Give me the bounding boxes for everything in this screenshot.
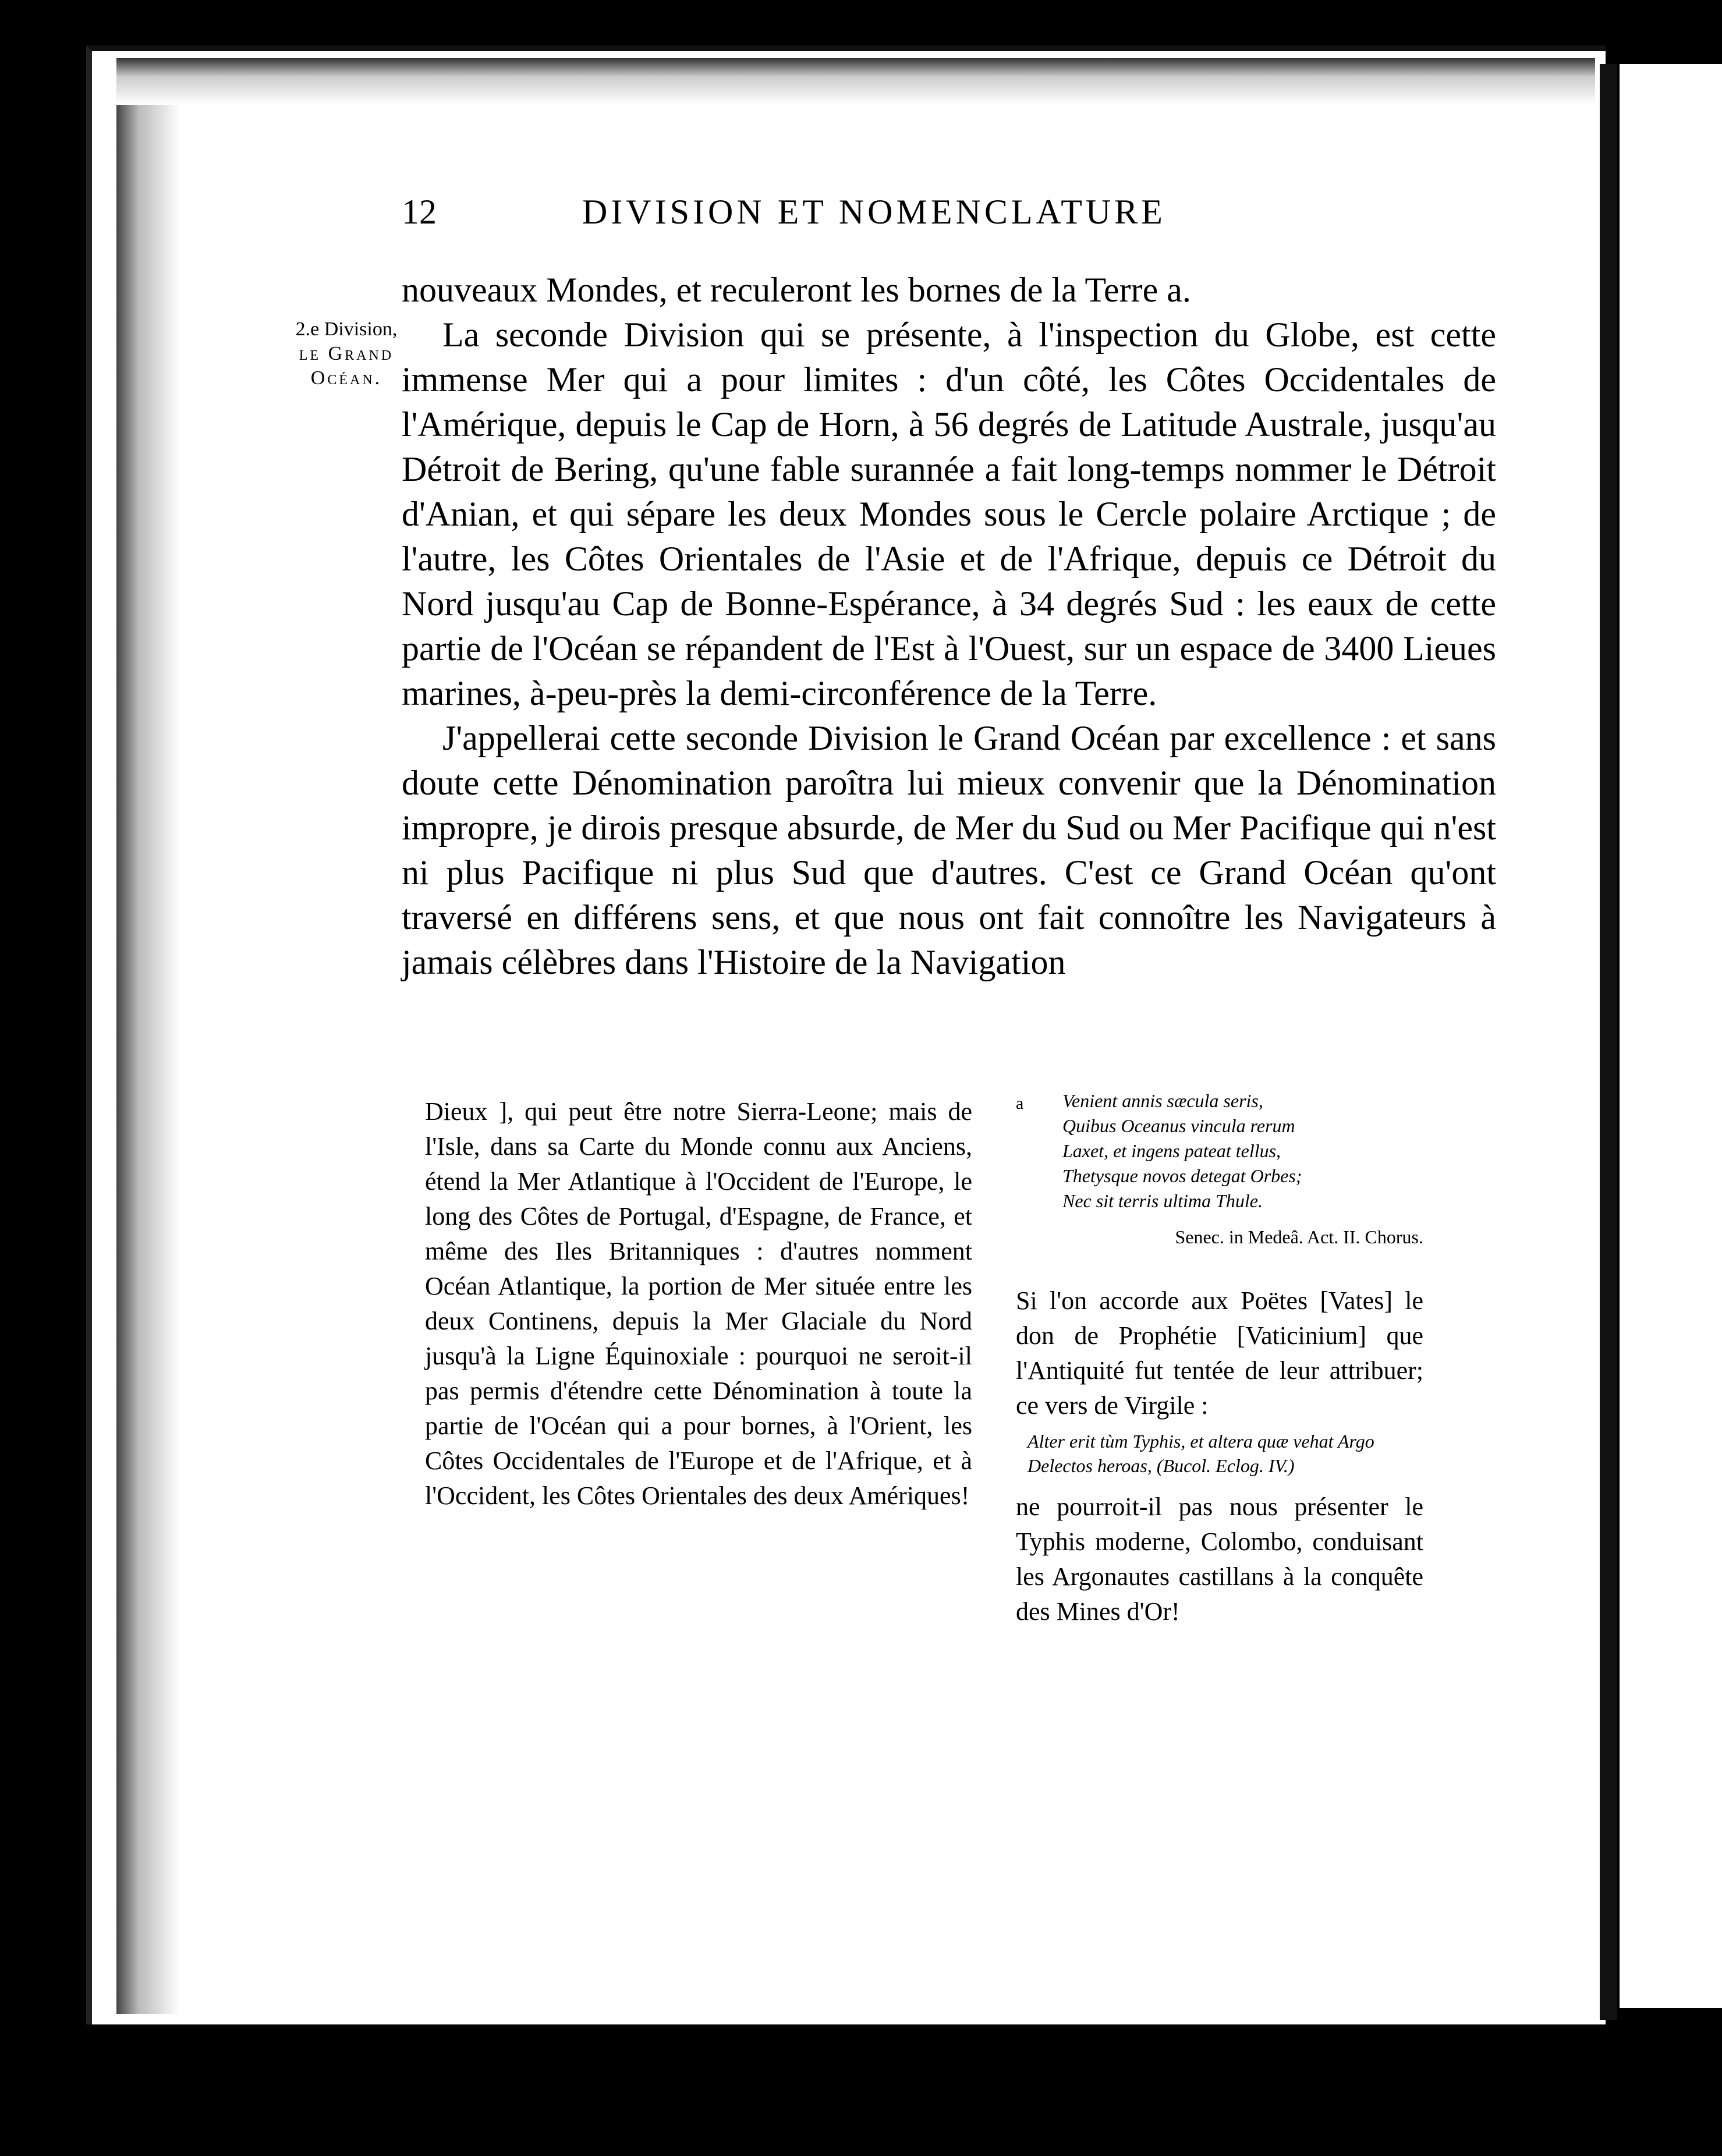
running-title: DIVISION ET NOMENCLATURE xyxy=(582,193,1166,231)
page-number: 12 xyxy=(402,193,437,231)
margin-note-line: 2.e Division, xyxy=(295,318,398,340)
facing-page-edge xyxy=(1617,64,1722,2008)
footnote-text: Dieux ], qui peut être notre Sierra-Leone; mais de l'Isle, dans sa Carte du Monde connu aux Anciens, étend la Mer Atlantique à l'Occident de l'Europe, le long des Côtes de Portugal, d'Espagne, de France, et même des Iles Britanniques : d'autres nomment Océan Atlantique, la portion de Mer située entre les deux Continens, depuis la Mer Glaciale du Nord jusqu'à la Ligne Équinoxiale : pourquoi ne seroit-il pas permis d'étendre cette Dénomination à toute la partie de l'Océan qui a pour bornes, à l'Orient, les Côtes Occidentales de l'Europe et de l'Afrique, et à l'Occident, les Côtes Orientales des deux Amériques! xyxy=(425,1097,972,1510)
verse-line: Thetysque novos detegat Orbes; xyxy=(1062,1165,1302,1186)
page-header xyxy=(402,192,1484,233)
footnote-paragraph: ne pourroit-il pas nous présenter le Typhis moderne, Colombo, conduisant les Argonautes castillans à la conquête des Mines d'Or! xyxy=(1016,1492,1423,1626)
verse-line: Quibus Oceanus vincula rerum xyxy=(1062,1115,1295,1136)
footnote-mark: a xyxy=(1016,1094,1024,1113)
seneca-verse xyxy=(1062,1088,1423,1214)
quote-line: Delectos heroas, (Bucol. Eclog. IV.) xyxy=(1027,1455,1295,1476)
verse-line: Nec sit terris ultima Thule. xyxy=(1062,1190,1263,1211)
margin-note-line: le Grand xyxy=(299,343,394,364)
continuation-line: nouveaux Mondes, et reculeront les bornes de la Terre a. xyxy=(402,271,1191,309)
virgil-quote xyxy=(1027,1429,1423,1478)
footnote-right-column xyxy=(1016,1088,1423,1629)
paragraph-second-division: La seconde Division qui se présente, à l'inspection du Globe, est cette immense Mer qui a pour limites : d'un côté, les Côtes Occidentales de l'Amérique, depuis le Cap de Horn, à 56 degrés de Latitude Australe, jusqu'au Détroit de Bering, qu'une fable surannée a fait long-temps nommer le Détroit d'Anian, et qui sépare les deux Mondes sous le Cercle polaire Arctique ; de l'autre, les Côtes Orientales de l'Asie et de l'Afrique, depuis ce Détroit du Nord jusqu'au Cap de Bonne-Espérance, à 34 degrés Sud : les eaux de cette partie de l'Océan se répandent de l'Est à l'Ouest, sur un espace de 3400 Lieues marines, à-peu-près la demi-circonférence de la Terre. xyxy=(402,315,1496,712)
verse-line: Laxet, et ingens pateat tellus, xyxy=(1062,1140,1281,1161)
main-text xyxy=(402,268,1496,985)
book-gutter xyxy=(1600,64,1617,2020)
quote-line: Alter erit tùm Typhis, et altera quæ vehat Argo xyxy=(1027,1431,1374,1452)
paragraph-grand-ocean: J'appellerai cette seconde Division le Grand Océan par excellence : et sans doute cette Dénomination paroîtra lui mieux convenir que la Dénomination impropre, je dirois presque absurde, de Mer du Sud ou Mer Pacifique qui n'est ni plus Pacifique ni plus Sud que d'autres. C'est ce Grand Océan qu'ont traversé en différens sens, et que nous ont fait connoître les Navigateurs à jamais célèbres dans l'Histoire de la Navigation xyxy=(402,719,1496,981)
verse-line: Venient annis sæcula seris, xyxy=(1062,1090,1263,1111)
footnote-paragraph: Si l'on accorde aux Poëtes [Vates] le don de Prophétie [Vaticinium] que l'Antiquité fut tentée de leur attribuer; ce vers de Virgile : xyxy=(1016,1286,1423,1420)
footnote-left-column xyxy=(425,1094,972,1513)
verse-source: Senec. in Medeâ. Act. II. Chorus. xyxy=(1175,1226,1423,1247)
margin-note-line: Océan. xyxy=(310,367,382,389)
